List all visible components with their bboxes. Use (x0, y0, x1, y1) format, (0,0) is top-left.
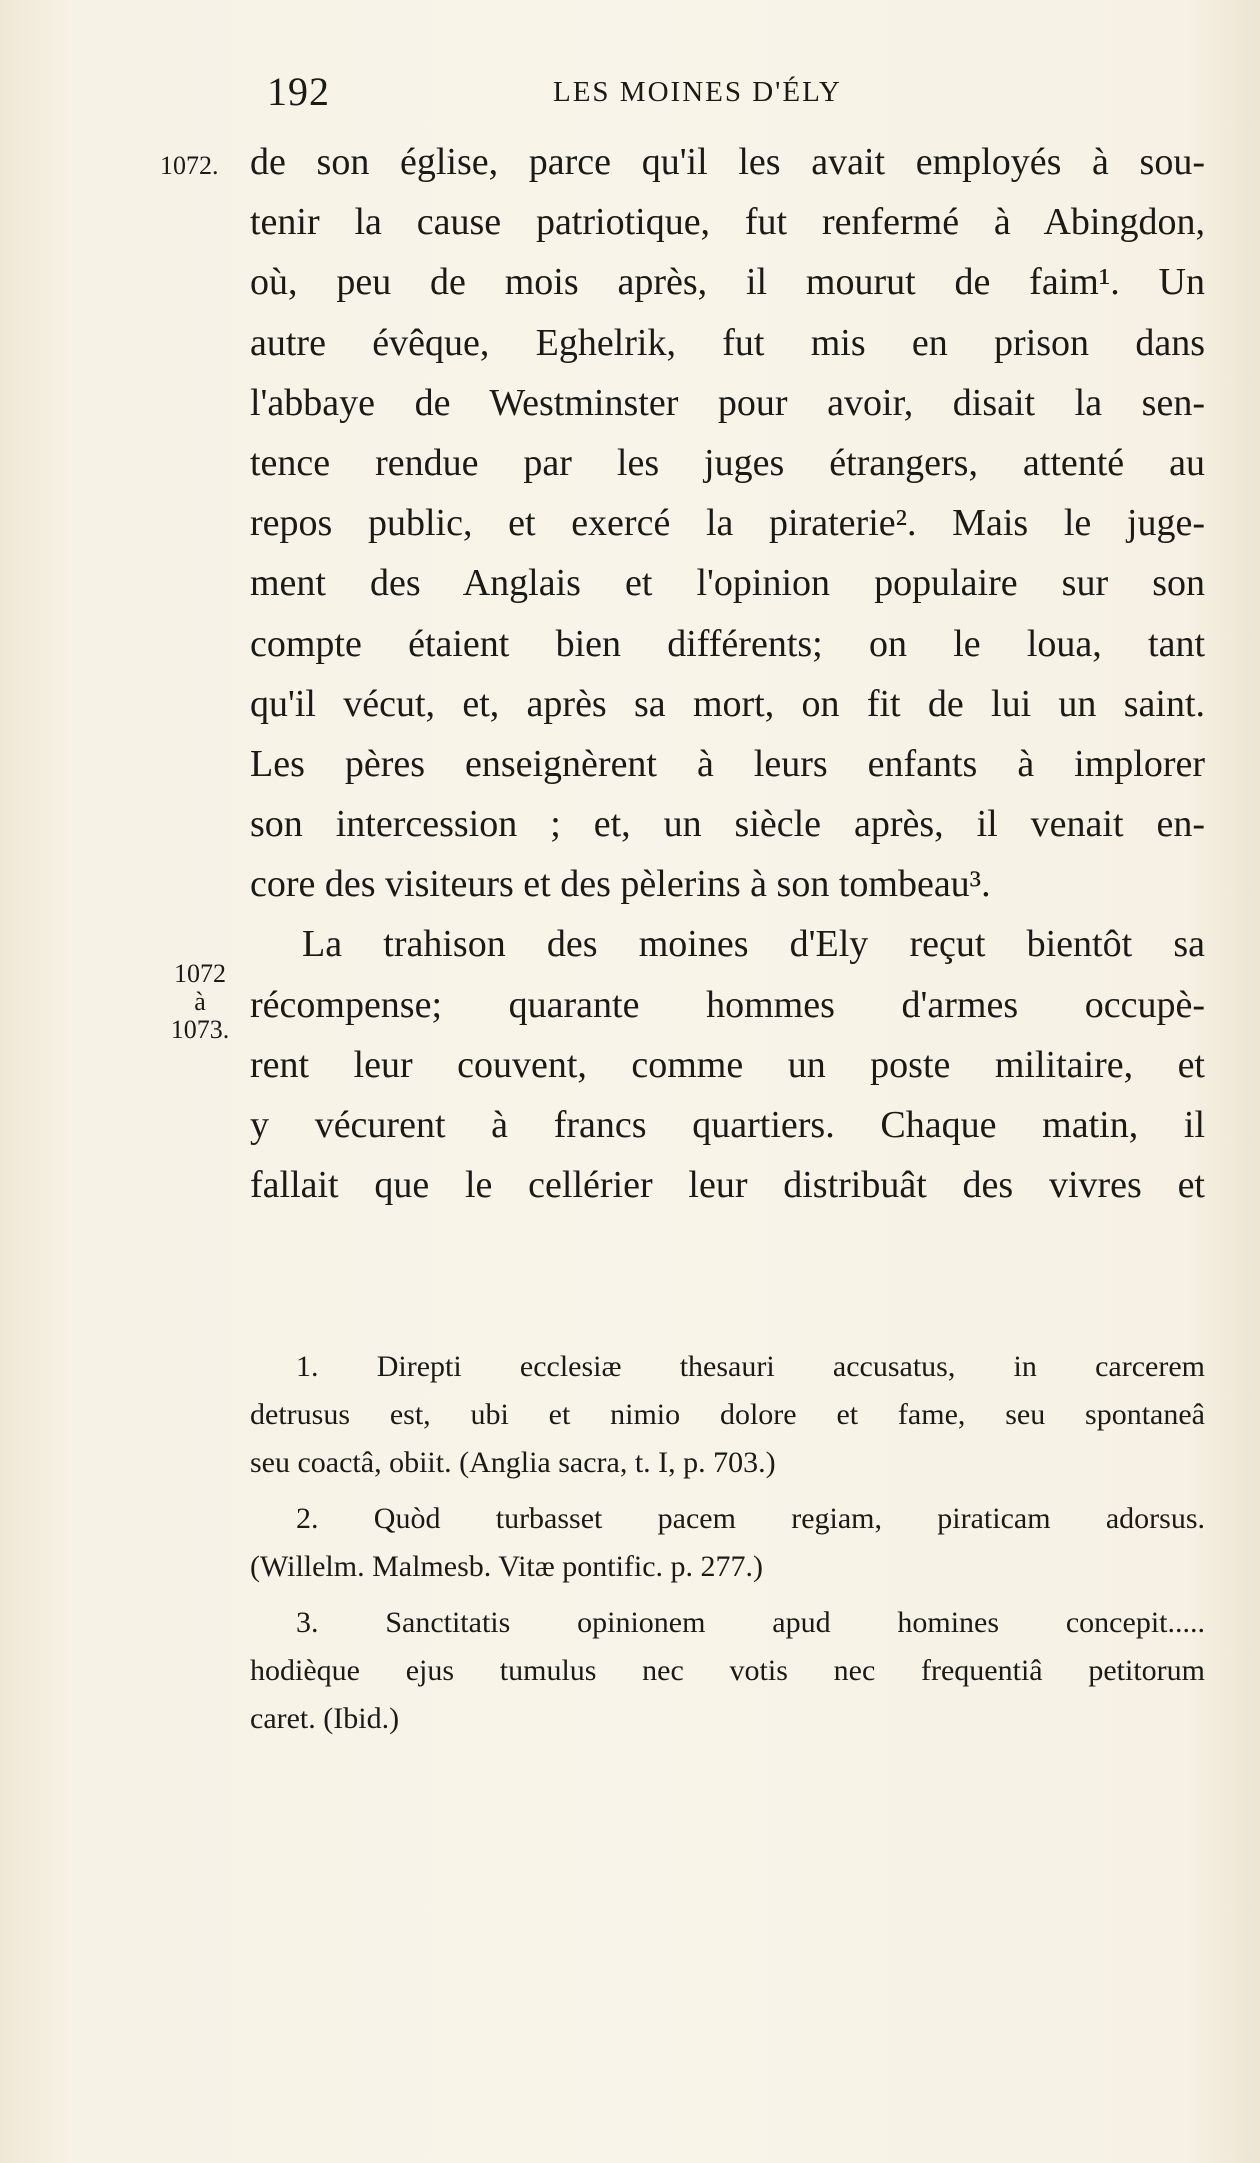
text-line: ment des Anglais et l'opinion populaire sur son (250, 562, 1205, 605)
running-head: LES MOINES D'ÉLY (553, 76, 842, 108)
footnote-3 (250, 1599, 1205, 1743)
text-line: récompense; quarante hommes d'armes occupè- (250, 983, 1205, 1026)
margin-year-end: 1073. (170, 1015, 230, 1044)
body-text (250, 132, 1205, 1215)
text-line: fallait que le cellérier leur distribuât des vivres et (250, 1164, 1205, 1207)
footnote-line: detrusus est, ubi et nimio dolore et fame, seu spontaneâ (250, 1398, 1205, 1431)
footnote-2 (250, 1495, 1205, 1591)
footnote-line: hodièque ejus tumulus nec votis nec frequentiâ petitorum (250, 1654, 1205, 1687)
text-line: compte étaient bien différents; on le loua, tant (250, 622, 1205, 665)
footnote-line: (Willelm. Malmesb. Vitæ pontific. p. 277.) (250, 1550, 764, 1583)
margin-year-connector: à (194, 987, 206, 1016)
text-line: tenir la cause patriotique, fut renfermé à Abingdon, (250, 201, 1205, 244)
text-line: rent leur couvent, comme un poste militaire, et (250, 1043, 1205, 1086)
footnote-1 (250, 1343, 1205, 1487)
page-header (253, 68, 1183, 118)
text-line: y vécurent à francs quartiers. Chaque matin, il (250, 1104, 1205, 1146)
margin-year-note: 1072. (160, 151, 219, 180)
footnotes (250, 1343, 1205, 1743)
text-line: tence rendue par les juges étrangers, attenté au (250, 441, 1205, 484)
text-line: autre évêque, Eghelrik, fut mis en prison dans (250, 321, 1205, 364)
margin-year-range-note (155, 960, 245, 1044)
footnote-line: caret. (Ibid.) (250, 1702, 400, 1735)
text-line: qu'il vécut, et, après sa mort, on fit de lui un saint. (250, 682, 1205, 725)
text-line: core des visiteurs et des pèlerins à son tombeau³. (250, 863, 991, 906)
text-line: Les pères enseignèrent à leurs enfants à implorer (250, 742, 1205, 785)
text-line: repos public, et exercé la piraterie². Mais le juge- (250, 502, 1205, 545)
text-line: où, peu de mois après, il mourut de faim¹. Un (250, 261, 1205, 304)
paragraph-start-line: La trahison des moines d'Ely reçut bientôt sa (302, 923, 1205, 966)
footnote-line: seu coactâ, obiit. (Anglia sacra, t. I, p. 703.) (250, 1446, 776, 1479)
margin-year-start: 1072 (174, 959, 226, 988)
page-number: 192 (267, 69, 330, 114)
footnote-line: 1. Direpti ecclesiæ thesauri accusatus, in carcerem (296, 1350, 1205, 1383)
text-line: de son église, parce qu'il les avait employés à sou- (250, 141, 1205, 183)
text-line: son intercession ; et, un siècle après, il venait en- (250, 803, 1205, 846)
footnote-line: 3. Sanctitatis opinionem apud homines concepit..... (296, 1606, 1205, 1639)
text-line: l'abbaye de Westminster pour avoir, disait la sen- (250, 381, 1205, 424)
footnote-line: 2. Quòd turbasset pacem regiam, piraticam adorsus. (296, 1502, 1205, 1535)
